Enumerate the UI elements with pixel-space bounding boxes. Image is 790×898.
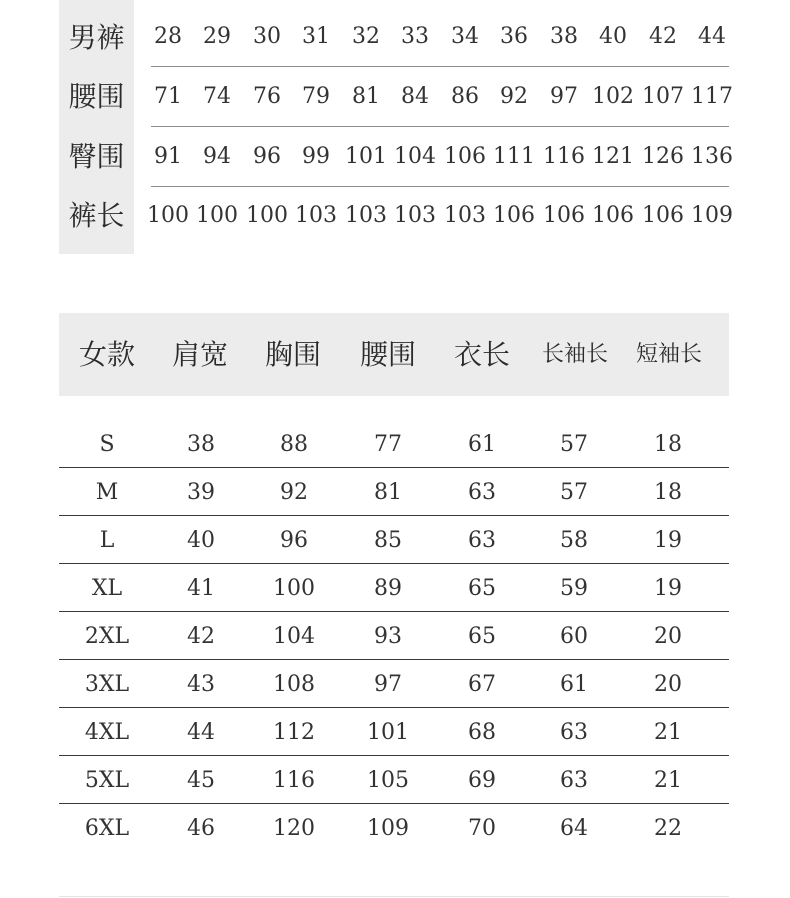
women-row-divider (59, 515, 729, 516)
women-table-row (59, 661, 729, 709)
women-table-cell: 61 (468, 432, 496, 457)
women-table-cell: 109 (367, 816, 409, 841)
women-table-cell: 104 (273, 624, 315, 649)
men-table-cell: 32 (352, 24, 380, 49)
women-table-cell: 39 (187, 480, 215, 505)
women-table-cell: 46 (187, 816, 215, 841)
women-table-cell: 19 (654, 528, 682, 553)
women-size-label: L (99, 528, 115, 553)
bottom-divider (59, 896, 729, 897)
women-size-label: 6XL (84, 816, 130, 841)
men-table-row (59, 77, 731, 137)
men-table-cell: 36 (500, 24, 528, 49)
women-table-cell: 92 (280, 480, 308, 505)
women-row-divider (59, 803, 729, 804)
men-table-cell: 28 (154, 24, 182, 49)
women-table-cell: 41 (187, 576, 215, 601)
men-table-cell: 92 (500, 84, 528, 109)
women-table-cell: 105 (367, 768, 409, 793)
men-table-cell: 100 (246, 203, 288, 228)
women-header-style: 女款 (78, 338, 135, 371)
women-row-divider (59, 755, 729, 756)
men-table-cell: 71 (154, 84, 182, 109)
women-table-cell: 44 (187, 720, 215, 745)
women-table-row (59, 757, 729, 805)
women-header-shoulder: 肩宽 (171, 338, 228, 371)
women-table-cell: 57 (560, 480, 588, 505)
women-table-cell: 63 (468, 480, 496, 505)
women-table-row (59, 421, 729, 469)
men-table-cell: 106 (493, 203, 535, 228)
men-table-cell: 38 (550, 24, 578, 49)
women-table-cell: 59 (560, 576, 588, 601)
men-table-cell: 109 (691, 203, 733, 228)
women-size-label: S (99, 432, 115, 457)
women-table-cell: 108 (273, 672, 315, 697)
women-table-cell: 70 (468, 816, 496, 841)
men-table-cell: 81 (352, 84, 380, 109)
women-header-length: 衣长 (453, 338, 510, 371)
women-table-row (59, 709, 729, 757)
men-table-cell: 106 (444, 144, 486, 169)
women-table-row (59, 613, 729, 661)
men-table-cell: 94 (203, 144, 231, 169)
men-table-cell: 104 (394, 144, 436, 169)
women-header-short-sleeve: 短袖长 (635, 342, 702, 367)
women-row-divider (59, 659, 729, 660)
men-table-cell: 76 (253, 84, 281, 109)
men-table-row (59, 137, 731, 197)
women-table-cell: 58 (560, 528, 588, 553)
women-table-cell: 112 (273, 720, 315, 745)
women-table-cell: 18 (654, 480, 682, 505)
women-table-cell: 65 (468, 576, 496, 601)
men-table-cell: 101 (345, 144, 387, 169)
men-table-cell: 106 (642, 203, 684, 228)
men-row-label-length: 裤长 (68, 199, 125, 232)
women-table-cell: 97 (374, 672, 402, 697)
men-table-cell: 103 (295, 203, 337, 228)
men-table-cell: 30 (253, 24, 281, 49)
women-table-row (59, 805, 729, 853)
men-table-cell: 29 (203, 24, 231, 49)
men-table-cell: 126 (642, 144, 684, 169)
men-row-label-waist: 腰围 (68, 80, 125, 113)
men-table-cell: 103 (345, 203, 387, 228)
women-table-cell: 60 (560, 624, 588, 649)
men-table-cell: 86 (451, 84, 479, 109)
women-size-label: 4XL (84, 720, 130, 745)
women-table-cell: 63 (560, 720, 588, 745)
men-table-cell: 102 (592, 84, 634, 109)
women-table-cell: 96 (280, 528, 308, 553)
women-table-cell: 42 (187, 624, 215, 649)
women-size-label: 2XL (84, 624, 130, 649)
men-table-cell: 79 (302, 84, 330, 109)
women-table-cell: 18 (654, 432, 682, 457)
women-table-cell: 120 (273, 816, 315, 841)
women-table-row (59, 517, 729, 565)
women-row-divider (59, 467, 729, 468)
women-table-cell: 64 (560, 816, 588, 841)
women-table-cell: 67 (468, 672, 496, 697)
men-table-cell: 74 (203, 84, 231, 109)
men-table-cell: 91 (154, 144, 182, 169)
women-row-divider (59, 611, 729, 612)
men-table-cell: 136 (691, 144, 733, 169)
men-table-row (59, 196, 731, 256)
women-table-cell: 22 (654, 816, 682, 841)
men-table-row (59, 17, 731, 77)
women-header-long-sleeve: 长袖长 (541, 342, 608, 367)
women-table-cell: 19 (654, 576, 682, 601)
women-row-divider (59, 707, 729, 708)
men-row-label-size: 男裤 (68, 21, 125, 54)
men-table-cell: 31 (302, 24, 330, 49)
women-table-cell: 65 (468, 624, 496, 649)
men-table-cell: 106 (592, 203, 634, 228)
men-table-cell: 44 (698, 24, 726, 49)
men-table-cell: 97 (550, 84, 578, 109)
men-table-cell: 111 (493, 144, 535, 169)
women-size-label: M (95, 480, 119, 505)
women-size-label: 5XL (84, 768, 130, 793)
women-header-waist: 腰围 (359, 338, 416, 371)
women-table-row (59, 565, 729, 613)
women-table-cell: 61 (560, 672, 588, 697)
women-table-cell: 38 (187, 432, 215, 457)
women-table-cell: 43 (187, 672, 215, 697)
women-table-cell: 116 (273, 768, 315, 793)
men-table-cell: 99 (302, 144, 330, 169)
men-table-cell: 103 (444, 203, 486, 228)
women-table-cell: 21 (654, 720, 682, 745)
men-row-label-hip: 臀围 (68, 140, 125, 173)
men-table-cell: 117 (691, 84, 733, 109)
women-size-label: 3XL (84, 672, 130, 697)
women-table-cell: 89 (374, 576, 402, 601)
women-table-cell: 20 (654, 672, 682, 697)
men-pants-size-table (59, 0, 731, 254)
men-table-cell: 42 (649, 24, 677, 49)
women-table-cell: 69 (468, 768, 496, 793)
men-table-cell: 121 (592, 144, 634, 169)
women-table-row (59, 469, 729, 517)
women-row-divider (59, 563, 729, 564)
women-table-cell: 101 (367, 720, 409, 745)
men-table-cell: 33 (401, 24, 429, 49)
women-table-cell: 40 (187, 528, 215, 553)
men-table-cell: 107 (642, 84, 684, 109)
men-table-cell: 106 (543, 203, 585, 228)
women-table-cell: 100 (273, 576, 315, 601)
men-table-cell: 34 (451, 24, 479, 49)
women-table-cell: 81 (374, 480, 402, 505)
women-table-cell: 68 (468, 720, 496, 745)
women-table-cell: 57 (560, 432, 588, 457)
men-table-cell: 84 (401, 84, 429, 109)
men-table-cell: 96 (253, 144, 281, 169)
women-table-cell: 93 (374, 624, 402, 649)
women-table-cell: 21 (654, 768, 682, 793)
women-table-cell: 88 (280, 432, 308, 457)
women-header-chest: 胸围 (264, 338, 321, 371)
women-table-cell: 20 (654, 624, 682, 649)
women-table-cell: 63 (468, 528, 496, 553)
women-table-cell: 45 (187, 768, 215, 793)
men-table-cell: 100 (196, 203, 238, 228)
women-size-label: XL (91, 576, 123, 601)
women-table-cell: 63 (560, 768, 588, 793)
women-table-header (59, 313, 729, 396)
men-table-cell: 100 (147, 203, 189, 228)
men-table-cell: 103 (394, 203, 436, 228)
women-table-cell: 77 (374, 432, 402, 457)
women-table-cell: 85 (374, 528, 402, 553)
men-table-cell: 40 (599, 24, 627, 49)
men-table-cell: 116 (543, 144, 585, 169)
